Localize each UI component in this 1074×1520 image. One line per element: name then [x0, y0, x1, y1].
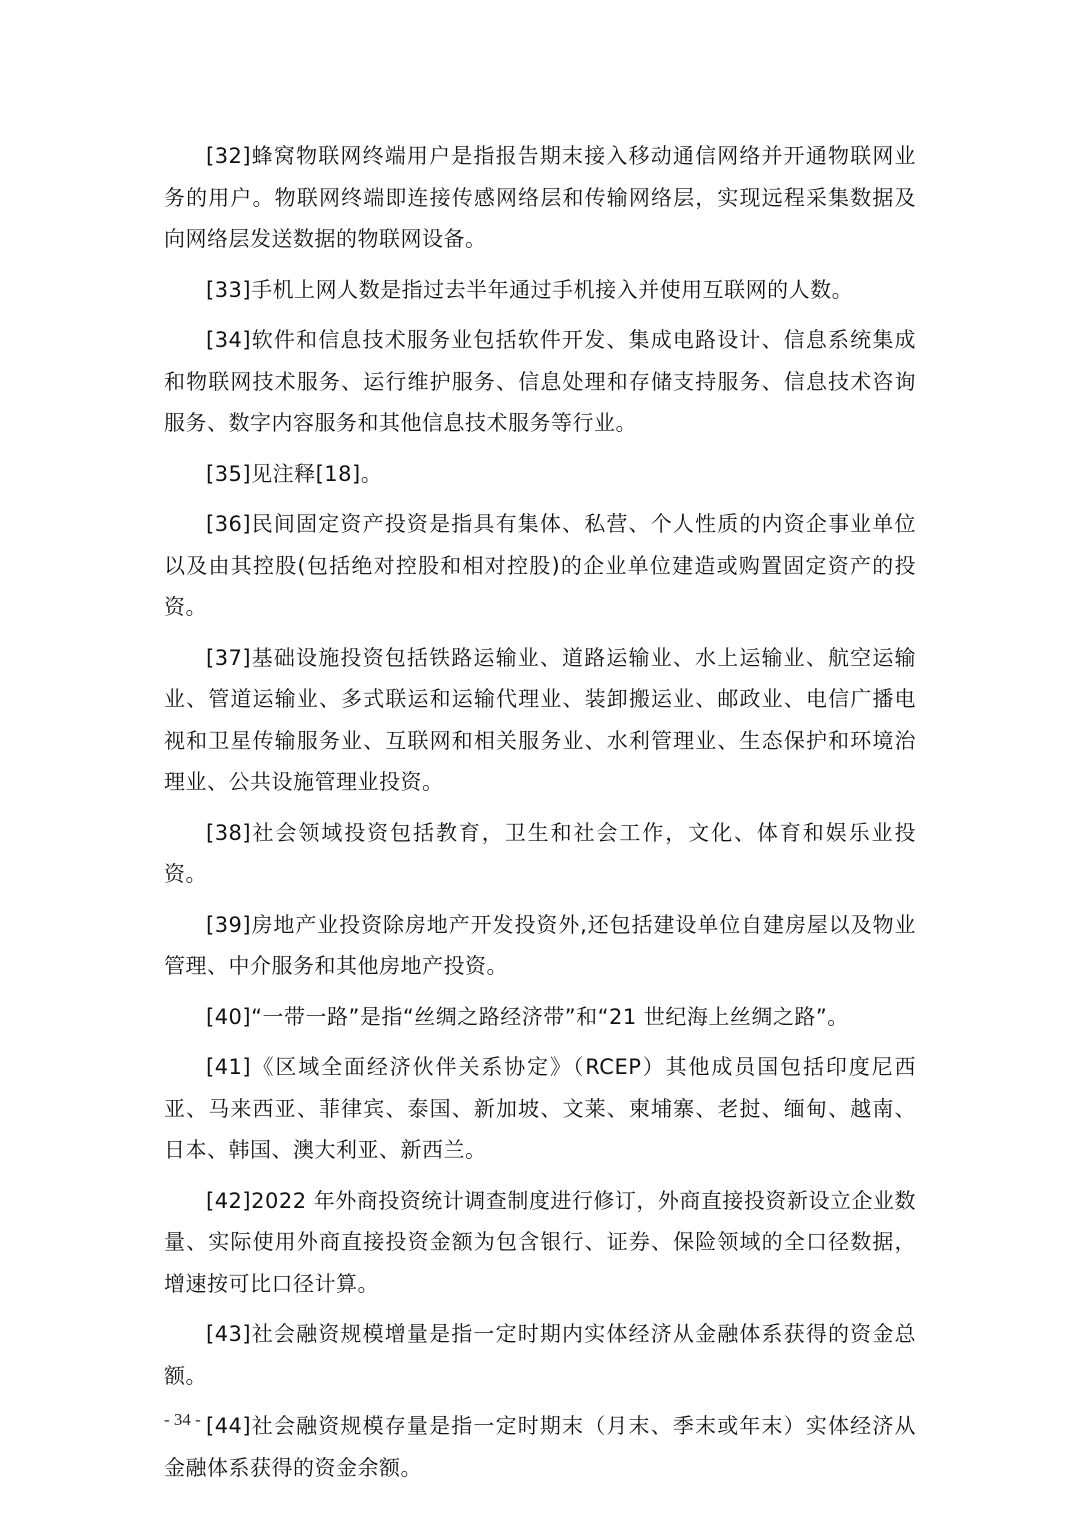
note-36: [36]民间固定资产投资是指具有集体、私营、个人性质的内资企事业单位以及由其控股(包括绝对控股和相对控股)的企业单位建造或购置固定资产的投资。: [164, 512, 916, 619]
note-35: [35]见注释[18]。: [206, 461, 383, 486]
note-38: [38]社会领域投资包括教育，卫生和社会工作，文化、体育和娱乐业投资。: [164, 820, 916, 886]
note-33: [33]手机上网人数是指过去半年通过手机接入并使用互联网的人数。: [206, 277, 854, 302]
note-34: [34]软件和信息技术服务业包括软件开发、集成电路设计、信息系统集成和物联网技术服务、运行维护服务、信息处理和存储支持服务、信息技术咨询服务、数字内容服务和其他信息技术服务等行业。: [164, 328, 916, 435]
note-44: [44]社会融资规模存量是指一定时期末（月末、季末或年末）实体经济从金融体系获得的资金余额。: [164, 1414, 916, 1480]
notes-section: [164, 136, 916, 1498]
note-32: [32]蜂窝物联网终端用户是指报告期末接入移动通信网络并开通物联网业务的用户。物联网终端即连接传感网络层和传输网络层，实现远程采集数据及向网络层发送数据的物联网设备。: [164, 144, 916, 251]
note-37: [37]基础设施投资包括铁路运输业、道路运输业、水上运输业、航空运输业、管道运输业、多式联运和运输代理业、装卸搬运业、邮政业、电信广播电视和卫星传输服务业、互联网和相关服务业、水利管理业、生态保护和环境治理业、公共设施管理业投资。: [164, 645, 916, 794]
note-43: [43]社会融资规模增量是指一定时期内实体经济从金融体系获得的资金总额。: [164, 1322, 916, 1388]
note-41: [41]《区域全面经济伙伴关系协定》（RCEP）其他成员国包括印度尼西亚、马来西亚、菲律宾、泰国、新加坡、文莱、柬埔寨、老挝、缅甸、越南、日本、韩国、澳大利亚、新西兰。: [164, 1055, 916, 1162]
page-number: - 34 -: [164, 1410, 201, 1429]
note-42: [42]2022 年外商投资统计调查制度进行修订，外商直接投资新设立企业数量、实际使用外商直接投资金额为包含银行、证券、保险领域的全口径数据，增速按可比口径计算。: [164, 1188, 916, 1296]
note-40: [40]“一带一路”是指“丝绸之路经济带”和“21 世纪海上丝绸之路”。: [206, 1004, 849, 1029]
note-39: [39]房地产业投资除房地产开发投资外,还包括建设单位自建房屋以及物业管理、中介服务和其他房地产投资。: [164, 912, 916, 978]
